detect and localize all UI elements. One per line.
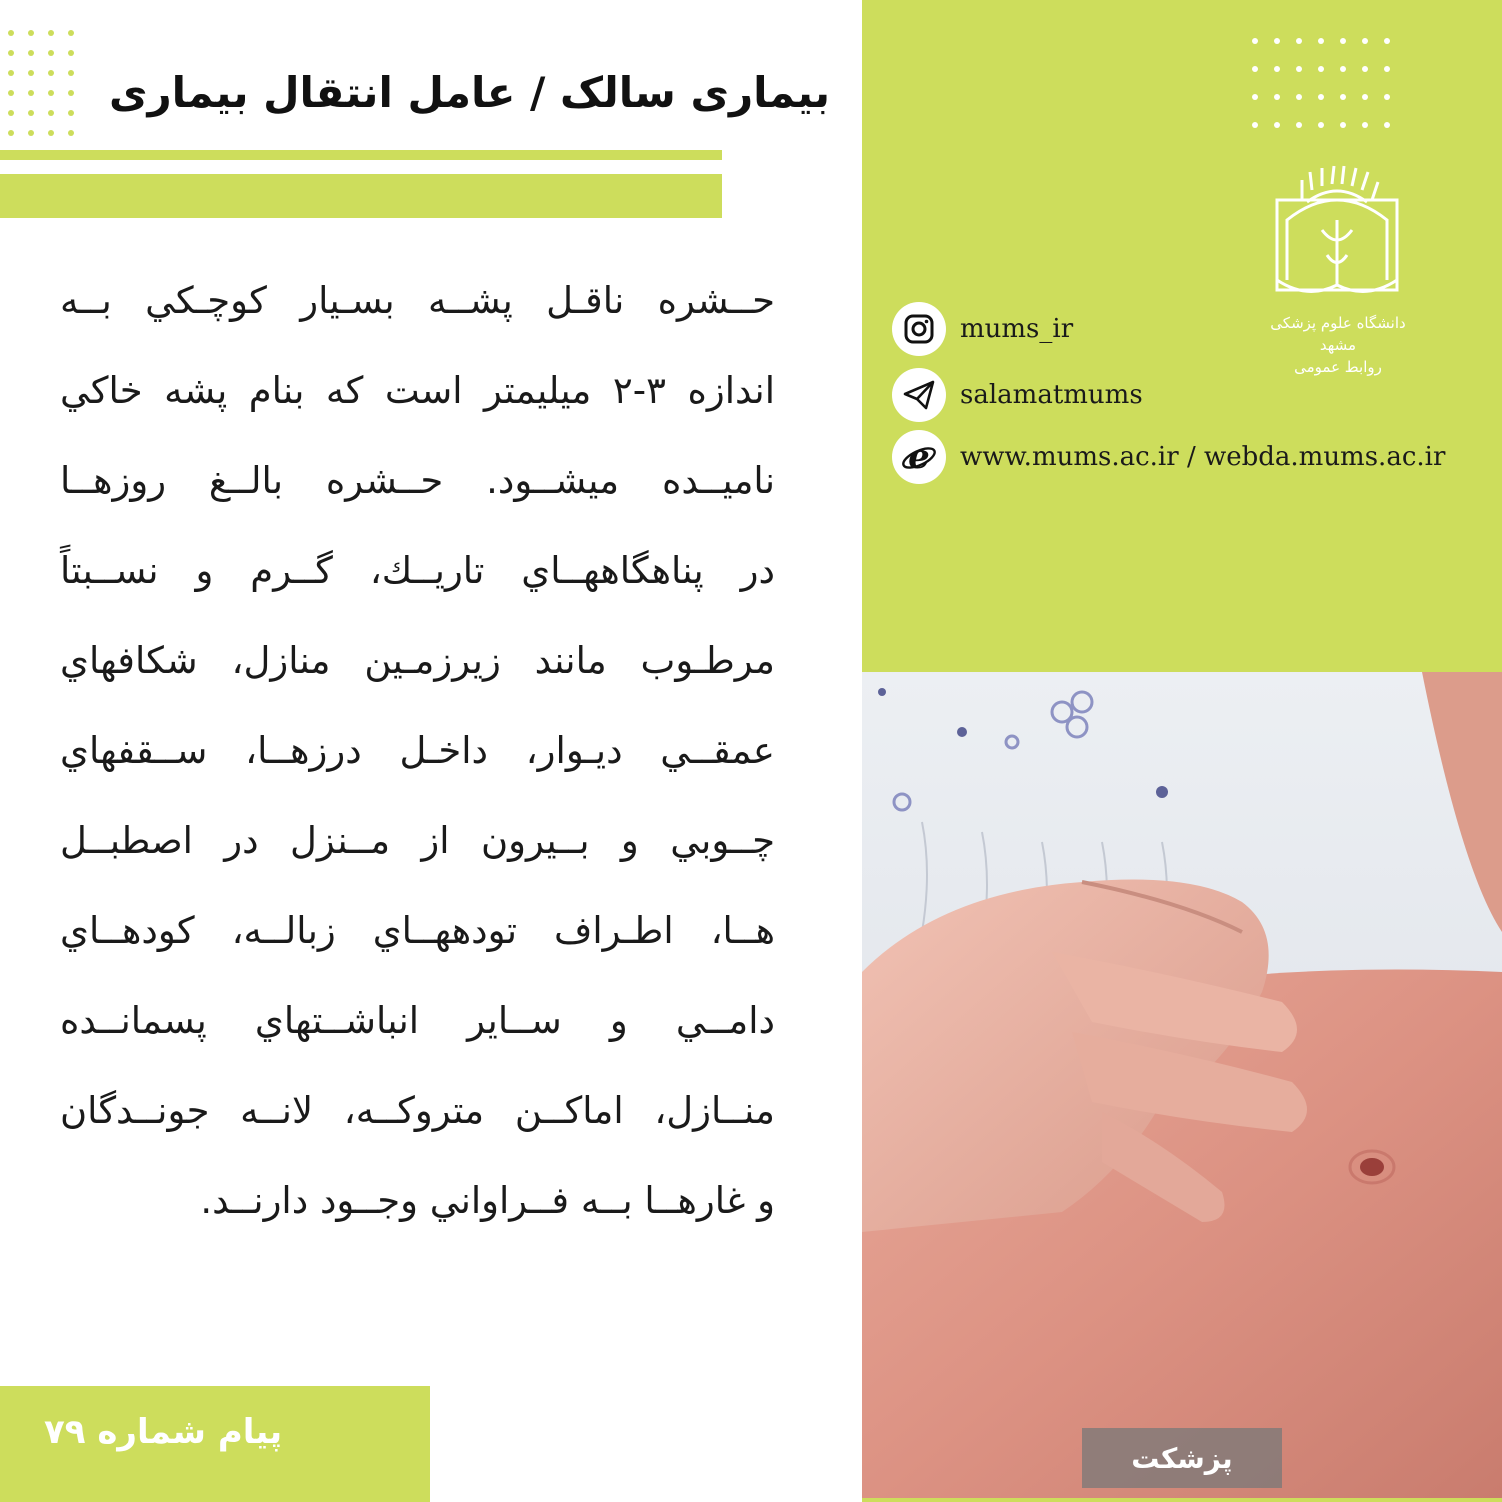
social-instagram[interactable] [892, 302, 1073, 356]
body-line: مرطـوب مانند زيرزمـين منازل، شكافهاي [60, 639, 775, 682]
website-urls[interactable]: www.mums.ac.ir / webda.mums.ac.ir [960, 442, 1446, 472]
decorative-dots-top-left [8, 30, 74, 136]
logo-caption [1268, 312, 1408, 378]
social-telegram[interactable] [892, 368, 1143, 422]
body-line: دامــي و ســاير انباشــتهاي پسمانــده [60, 999, 775, 1042]
message-number: پیام شماره ۷۹ [44, 1412, 283, 1452]
title-underline-thin [0, 150, 722, 160]
internet-explorer-icon [892, 430, 946, 484]
instagram-handle[interactable]: mums_ir [960, 314, 1074, 344]
telegram-icon [892, 368, 946, 422]
body-line: حــشره ناقـل پشــه بسـيار كوچـكي بــه [60, 279, 775, 322]
body-line: هــا، اطـراف تودههــاي زبالــه، كودهــاي [60, 909, 775, 952]
body-line: منــازل، اماكــن متروكــه، لانــه جونــدگان [60, 1089, 775, 1132]
skin-photo [862, 672, 1502, 1498]
svg-text:e: e [908, 438, 930, 476]
body-paragraph [60, 256, 775, 1246]
title-underline-thick [0, 174, 722, 218]
telegram-handle[interactable]: salamatmums [960, 380, 1143, 410]
page-title: بیماری سالک / عامل انتقال بیماری [108, 68, 830, 117]
decorative-dots-top-right [1252, 38, 1390, 128]
photo-watermark [1082, 1428, 1282, 1488]
logo-caption-university: دانشگاه علوم پزشکی مشهد [1270, 314, 1406, 354]
logo-caption-department: روابط عمومی [1294, 358, 1382, 376]
instagram-icon [892, 302, 946, 356]
watermark-text: پزشکت [1131, 1441, 1233, 1475]
body-line: عمقــي ديـوار، داخـل درزهــا، ســقفهاي [60, 729, 775, 772]
body-line: اندازه ۳-۲ ميليمتر است كه بنام پشه خاكي [60, 369, 776, 412]
body-line: ناميــده ميشــود. حــشره بالــغ روزهــا [60, 459, 775, 502]
social-website[interactable] [892, 430, 1445, 484]
body-line: در پناهگاههــاي تاريــك، گــرم و نســبتاً [60, 549, 775, 592]
body-line: و غارهــا بــه فــراواني وجــود دارنــد. [200, 1179, 775, 1222]
body-line: چــوبي و بــيرون از مــنزل در اصطبــل [60, 819, 775, 862]
